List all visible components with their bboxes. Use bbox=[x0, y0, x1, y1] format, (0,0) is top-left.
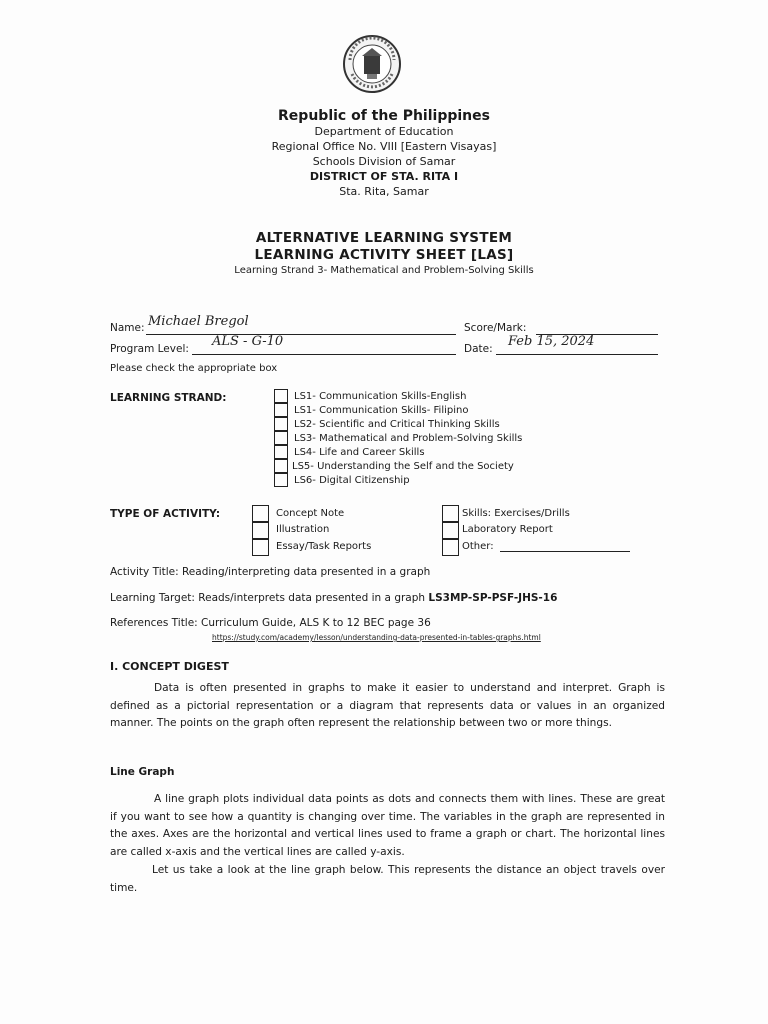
ls4-checkbox[interactable] bbox=[274, 445, 288, 459]
program-value[interactable]: ALS - G-10 bbox=[212, 334, 284, 349]
skills-option: Skills: Exercises/Drills bbox=[462, 508, 570, 519]
line-graph-heading: Line Graph bbox=[110, 766, 175, 778]
other-checkbox[interactable] bbox=[442, 539, 459, 556]
region-line: Regional Office No. VIII [Eastern Visayas] bbox=[271, 140, 497, 153]
ls2-option: LS2- Scientific and Critical Thinking Skills bbox=[294, 419, 500, 430]
date-value[interactable]: Feb 15, 2024 bbox=[508, 334, 595, 349]
reference-link[interactable]: https://study.com/academy/lesson/understanding-data-presented-in-tables-graphs.html bbox=[212, 633, 541, 642]
other-option: Other: bbox=[462, 541, 494, 552]
date-label: Date: bbox=[464, 343, 493, 355]
learning-target-code: LS3MP-SP-PSF-JHS-16 bbox=[428, 592, 558, 604]
activity-type-label: TYPE OF ACTIVITY: bbox=[110, 508, 221, 520]
ls2-checkbox[interactable] bbox=[274, 417, 288, 431]
sheet-title-1: ALTERNATIVE LEARNING SYSTEM bbox=[255, 230, 513, 246]
concept-digest-heading: I. CONCEPT DIGEST bbox=[110, 660, 229, 673]
ls5-option: LS5- Understanding the Self and the Society bbox=[292, 461, 514, 472]
learning-target bbox=[110, 592, 557, 604]
score-label: Score/Mark: bbox=[464, 322, 527, 334]
name-underline bbox=[146, 334, 456, 335]
concept-paragraph-1: Data is often presented in graphs to make it easier to understand and interpret. Graph is defined as a pictorial representation or a diagram that represents data or values in an organized manner. The points on the graph often represent the relationship between two or more things. bbox=[110, 682, 665, 729]
program-underline bbox=[192, 354, 456, 355]
essay-option: Essay/Task Reports bbox=[276, 541, 372, 552]
check-instruction: Please check the appropriate box bbox=[110, 363, 278, 374]
name-value[interactable]: Michael Bregol bbox=[148, 314, 249, 329]
other-underline bbox=[500, 551, 630, 552]
lab-report-checkbox[interactable] bbox=[442, 522, 459, 539]
ls1-filipino-checkbox[interactable] bbox=[274, 403, 288, 417]
concept-note-option: Concept Note bbox=[276, 508, 345, 519]
location-line: Sta. Rita, Samar bbox=[339, 185, 429, 198]
sheet-title-2: LEARNING ACTIVITY SHEET [LAS] bbox=[254, 247, 514, 263]
ls4-option: LS4- Life and Career Skills bbox=[294, 447, 425, 458]
ls1-english-checkbox[interactable] bbox=[274, 389, 288, 403]
ls6-option: LS6- Digital Citizenship bbox=[294, 475, 410, 486]
lab-report-option: Laboratory Report bbox=[462, 524, 553, 535]
division-line: Schools Division of Samar bbox=[312, 155, 456, 168]
references-title: References Title: Curriculum Guide, ALS K to 12 BEC page 36 bbox=[110, 617, 431, 629]
district-line: DISTRICT OF STA. RITA I bbox=[309, 170, 459, 183]
essay-checkbox[interactable] bbox=[252, 539, 269, 556]
ls5-checkbox[interactable] bbox=[274, 459, 288, 473]
illustration-checkbox[interactable] bbox=[252, 522, 269, 539]
skills-checkbox[interactable] bbox=[442, 505, 459, 522]
date-underline bbox=[496, 354, 658, 355]
activity-title: Activity Title: Reading/interpreting data presented in a graph bbox=[110, 566, 431, 578]
ls6-checkbox[interactable] bbox=[274, 473, 288, 487]
ls1-filipino-option: LS1- Communication Skills- Filipino bbox=[294, 405, 469, 416]
ls3-option: LS3- Mathematical and Problem-Solving Skills bbox=[294, 433, 523, 444]
sheet-subtitle: Learning Strand 3- Mathematical and Problem-Solving Skills bbox=[234, 265, 534, 276]
concept-paragraph-2: A line graph plots individual data points as dots and connects them with lines. These are great if you want to see how a quantity is changing over time. The variables in the graph are represented in the axes. Axes are the horizontal and vertical lines used to frame a graph or chart. The horizontal lines are called x-axis and the vertical lines are called y-axis. bbox=[110, 793, 665, 858]
country-title: Republic of the Philippines bbox=[278, 108, 490, 124]
program-label: Program Level: bbox=[110, 343, 189, 355]
learning-strand-label: LEARNING STRAND: bbox=[110, 392, 227, 404]
learning-target-text: Learning Target: Reads/interprets data presented in a graph bbox=[110, 592, 429, 604]
illustration-option: Illustration bbox=[276, 524, 330, 535]
department-line: Department of Education bbox=[314, 125, 454, 138]
name-label: Name: bbox=[110, 322, 145, 334]
concept-note-checkbox[interactable] bbox=[252, 505, 269, 522]
ls3-checkbox[interactable] bbox=[274, 431, 288, 445]
deped-seal-logo bbox=[342, 30, 402, 104]
concept-paragraph-3: Let us take a look at the line graph below. This represents the distance an object travels over time. bbox=[110, 864, 665, 894]
ls1-english-option: LS1- Communication Skills-English bbox=[294, 391, 467, 402]
